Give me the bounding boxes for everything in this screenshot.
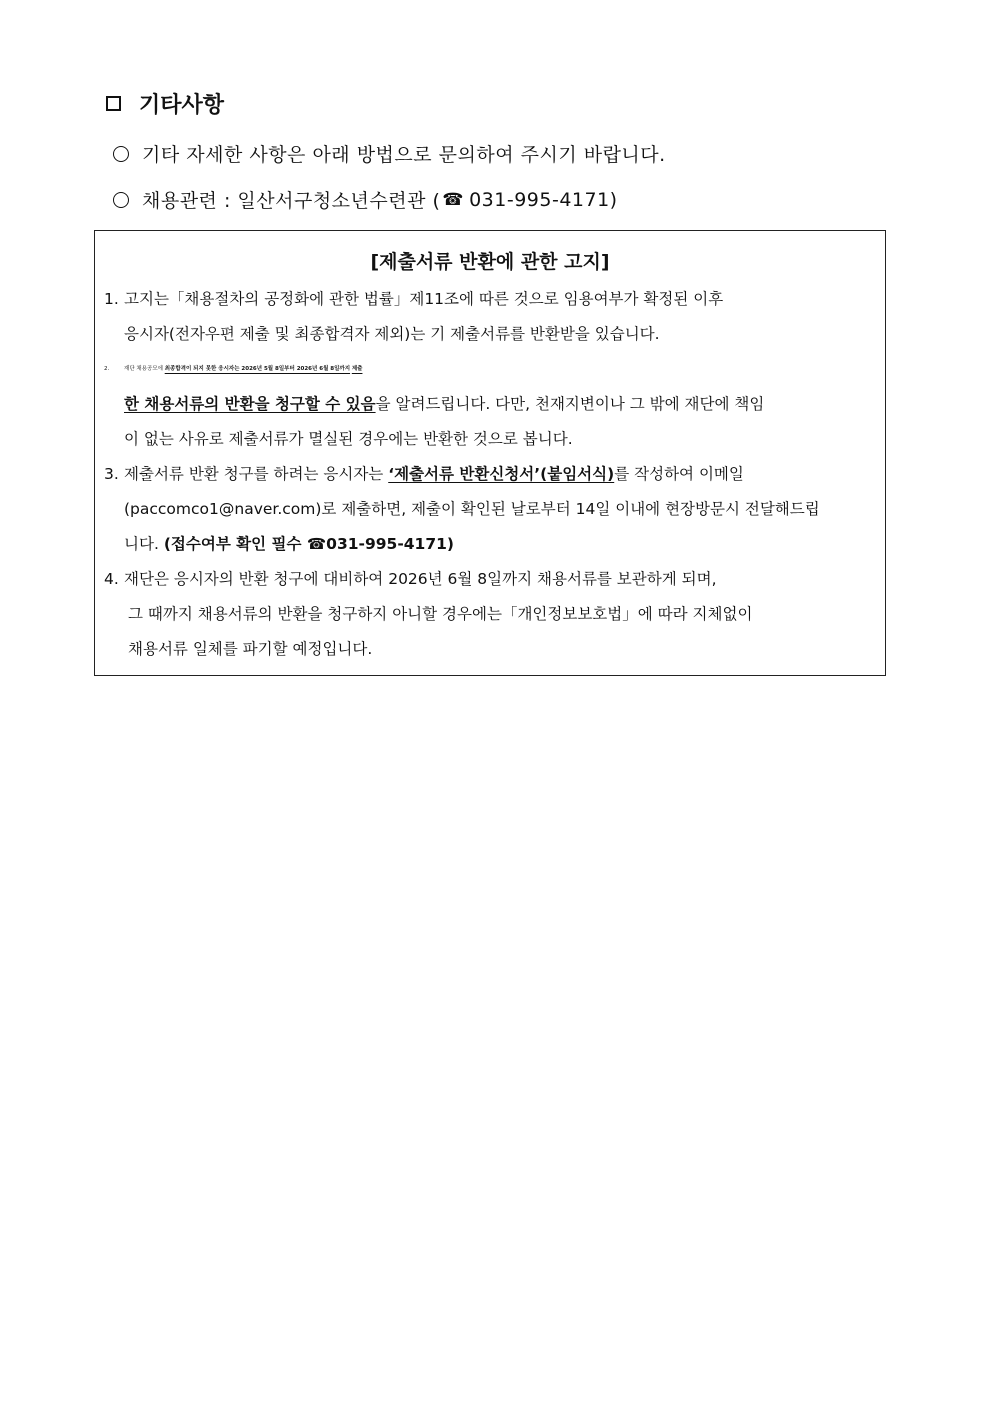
item-text: 재단 채용공모에	[124, 366, 165, 372]
item-text: 그 때까지 채용서류의 반환을 청구하지 아니할 경우에는「개인정보보호법」에 따라 지체없이	[128, 605, 753, 623]
item-number: 1.	[104, 290, 119, 308]
item-text: 재단은 응시자의 반환 청구에 대비하여 2026년 6월 8일까지 채용서류를 보관하게 되며,	[124, 570, 717, 588]
item-text: 고지는「채용절차의 공정화에 관한 법률」제11조에 따른 것으로 임용여부가 확정된 이후	[124, 290, 724, 308]
notice-title: [제출서류 반환에 관한 고지]	[370, 251, 610, 273]
notice-item-2-line-1	[104, 359, 880, 379]
item-text: 응시자(전자우편 제출 및 최종합격자 제외)는 기 제출서류를 반환받을 있습니다.	[124, 325, 660, 343]
notice-item-1-line-1	[104, 289, 723, 309]
notice-item-2-line-3	[124, 429, 573, 449]
notice-item-4-line-3	[128, 639, 372, 659]
item-number: 3.	[104, 465, 119, 483]
item-text-emphasis: ‘제출서류 반환신청서’(붙임서식)	[388, 465, 615, 483]
notice-item-4-line-2	[128, 604, 752, 624]
section-heading	[106, 88, 224, 119]
circle-bullet-icon	[113, 146, 129, 162]
notice-item-4-line-1	[104, 569, 717, 589]
item-text: 채용서류 일체를 파기할 예정입니다.	[128, 640, 373, 658]
contact-phone: 031-995-4171)	[469, 188, 618, 211]
contact-line	[113, 186, 618, 213]
inquiry-text: 기타 자세한 사항은 아래 방법으로 문의하여 주시기 바랍니다.	[142, 144, 666, 166]
phone-icon: ☎	[442, 189, 465, 210]
item-text: (paccomco1@naver.com)로 제출하면, 제출이 확인된 날로부터 14일 이내에 현장방문시 전달해드립	[124, 500, 820, 518]
square-bullet-icon	[106, 96, 121, 111]
item-text-emphasis: 한 채용서류의 반환을 청구할 수 있음	[124, 395, 376, 413]
notice-item-3-line-3	[124, 534, 454, 554]
contact-label: 채용관련 : 일산서구청소년수련관 (	[142, 190, 441, 212]
item-text: 니다.	[124, 535, 164, 553]
notice-box	[94, 230, 886, 676]
notice-item-3-line-2	[124, 499, 820, 519]
notice-item-1-line-2	[124, 324, 660, 344]
item-number: 2.	[104, 366, 110, 372]
circle-bullet-icon	[113, 192, 129, 208]
item-text-emphasis: 제출	[351, 366, 363, 372]
item-text-emphasis: (접수여부 확인 필수 ☎031-995-4171)	[163, 535, 454, 553]
notice-item-3-line-1	[104, 464, 744, 484]
section-title: 기타사항	[139, 93, 225, 118]
notice-item-2-line-2	[124, 394, 764, 414]
item-text: 을 알려드립니다. 다만, 천재지변이나 그 밖에 재단에 책임	[375, 395, 765, 413]
item-text: 이 없는 사유로 제출서류가 멸실된 경우에는 반환한 것으로 봅니다.	[124, 430, 573, 448]
item-text: 제출서류 반환 청구를 하려는 응시자는	[124, 465, 389, 483]
item-text-emphasis: 최종합격이 되지 못한 응시자는 2026년 5월 8일부터 2026년 6월 8일까지	[164, 366, 351, 372]
item-number: 4.	[104, 570, 119, 588]
inquiry-line	[113, 140, 666, 167]
item-text: 를 작성하여 이메일	[614, 465, 744, 483]
